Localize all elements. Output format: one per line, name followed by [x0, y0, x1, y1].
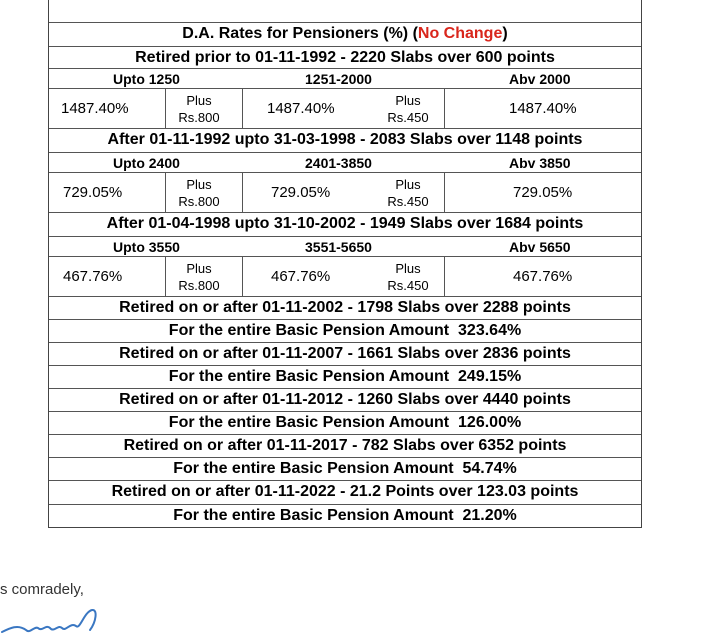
amount-row	[49, 504, 641, 528]
da-rates-table	[48, 0, 642, 528]
plus-label: Plus	[395, 177, 421, 192]
section-heading: Retired on or after 01-11-2007 - 1661 Slabs over 2836 points	[49, 342, 641, 365]
amount-label: For the entire Basic Pension Amount	[168, 414, 450, 431]
section-heading: Retired prior to 01-11-1992 - 2220 Slabs over 600 points	[49, 46, 641, 68]
plus-amount: Rs.450	[387, 110, 429, 125]
column-header-row	[49, 152, 641, 172]
empty-top-row	[49, 0, 641, 22]
plus-label: Plus	[186, 177, 212, 192]
amount-value: 21.20%	[462, 507, 517, 524]
closing-greeting: s comradely,	[0, 581, 84, 598]
cell-divider	[165, 173, 166, 212]
amount-label: For the entire Basic Pension Amount	[168, 368, 450, 385]
cell-divider	[242, 89, 243, 128]
rate-row	[49, 172, 641, 212]
plus-label: Plus	[395, 261, 421, 276]
plus-amount: Rs.450	[387, 278, 429, 293]
rate-value: 1487.40%	[509, 100, 577, 117]
plus-label: Plus	[186, 93, 212, 108]
rate-value: 729.05%	[271, 184, 331, 201]
col-header: Abv 5650	[509, 239, 571, 255]
cell-divider	[444, 257, 445, 296]
col-header: Upto 2400	[113, 155, 180, 171]
rate-value: 1487.40%	[61, 100, 129, 117]
rate-row	[49, 256, 641, 296]
plus-amount: Rs.800	[178, 110, 220, 125]
amount-value: 126.00%	[458, 414, 522, 431]
amount-value: 54.74%	[462, 460, 517, 477]
cell-divider	[444, 89, 445, 128]
amount-row	[49, 365, 641, 388]
col-header: 2401-3850	[305, 155, 372, 171]
section-heading: Retired on or after 01-11-2017 - 782 Slabs over 6352 points	[49, 434, 641, 457]
amount-label: For the entire Basic Pension Amount	[168, 322, 450, 339]
col-header: 1251-2000	[305, 71, 372, 87]
rate-value: 467.76%	[271, 268, 331, 285]
amount-row	[49, 319, 641, 342]
amount-value: 323.64%	[458, 322, 522, 339]
rate-value: 729.05%	[63, 184, 123, 201]
col-header: 3551-5650	[305, 239, 372, 255]
section-heading: Retired on or after 01-11-2022 - 21.2 Points over 123.03 points	[49, 480, 641, 504]
cell-divider	[242, 173, 243, 212]
amount-row	[49, 457, 641, 480]
title-close: )	[502, 25, 508, 42]
plus-label: Plus	[186, 261, 212, 276]
section-heading: Retired on or after 01-11-2012 - 1260 Slabs over 4440 points	[49, 388, 641, 411]
plus-amount: Rs.450	[387, 194, 429, 209]
rate-value: 729.05%	[513, 184, 573, 201]
col-header: Abv 2000	[509, 71, 571, 87]
plus-amount: Rs.800	[178, 278, 220, 293]
cell-divider	[165, 257, 166, 296]
column-header-row	[49, 236, 641, 256]
amount-value: 249.15%	[458, 368, 522, 385]
amount-label: For the entire Basic Pension Amount	[173, 460, 454, 477]
title-text: D.A. Rates for Pensioners (%) (	[182, 25, 418, 42]
no-change-label: No Change	[417, 25, 503, 42]
rate-value: 467.76%	[513, 268, 573, 285]
amount-row	[49, 411, 641, 434]
col-header: Upto 3550	[113, 239, 180, 255]
cell-divider	[242, 257, 243, 296]
col-header: Upto 1250	[113, 71, 180, 87]
column-header-row	[49, 68, 641, 88]
cell-divider	[444, 173, 445, 212]
section-heading: After 01-11-1992 upto 31-03-1998 - 2083 Slabs over 1148 points	[49, 128, 641, 152]
section-heading: After 01-04-1998 upto 31-10-2002 - 1949 Slabs over 1684 points	[49, 212, 641, 236]
amount-label: For the entire Basic Pension Amount	[173, 507, 454, 524]
table-title	[49, 22, 641, 46]
col-header: Abv 3850	[509, 155, 571, 171]
rate-row	[49, 88, 641, 128]
plus-amount: Rs.800	[178, 194, 220, 209]
rate-value: 467.76%	[63, 268, 123, 285]
plus-label: Plus	[395, 93, 421, 108]
section-heading: Retired on or after 01-11-2002 - 1798 Slabs over 2288 points	[49, 296, 641, 319]
signature-image	[0, 606, 110, 640]
cell-divider	[165, 89, 166, 128]
rate-value: 1487.40%	[267, 100, 335, 117]
